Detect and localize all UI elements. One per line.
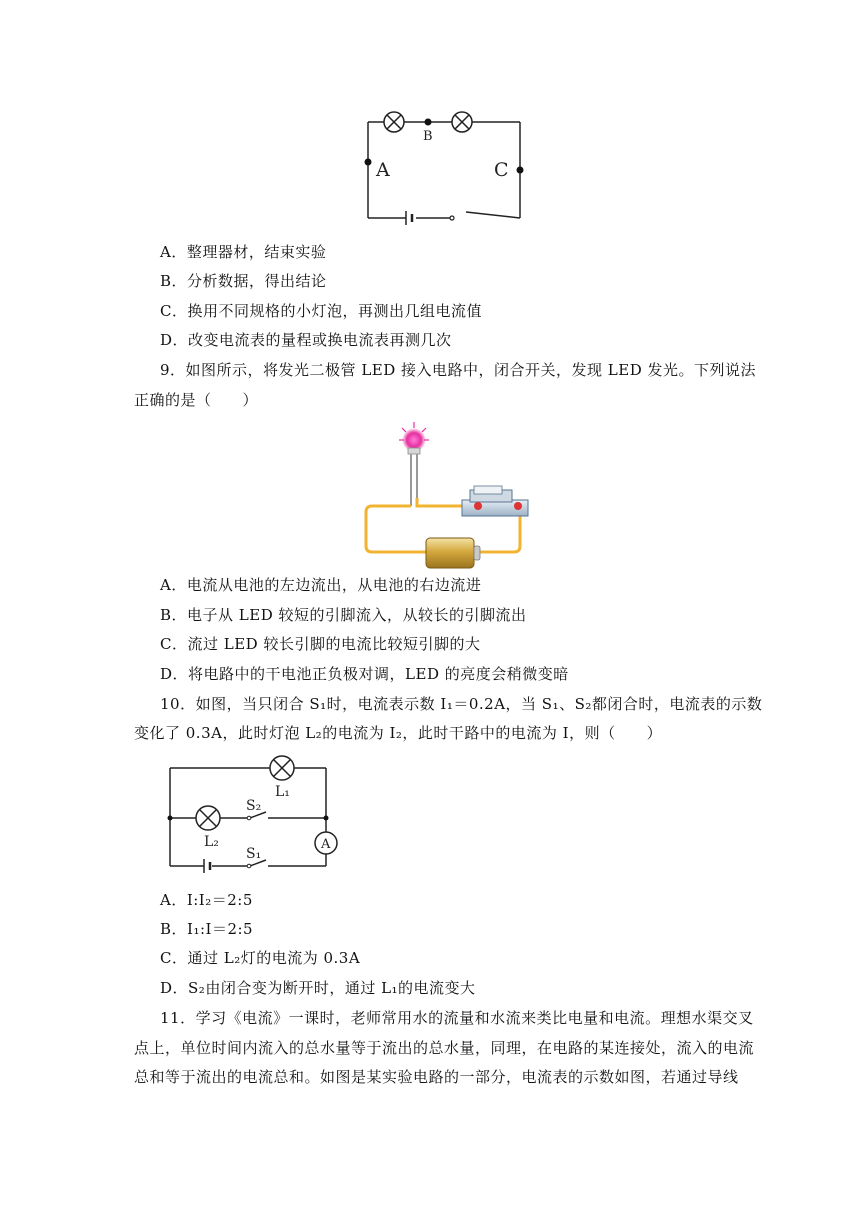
point-c-dot bbox=[517, 167, 524, 174]
switch-icon bbox=[462, 486, 528, 516]
lamp-l2-icon bbox=[196, 806, 220, 830]
series-circuit-figure bbox=[0, 0, 860, 240]
label-l2: L₂ bbox=[204, 834, 219, 850]
q10-option-c: C．通过 L₂灯的电流为 0.3A bbox=[160, 949, 361, 967]
label-s1: S₁ bbox=[246, 846, 262, 862]
q11-stem-line3: 总和等于流出的电流总和。如图是某实验电路的一部分，电流表的示数如图，若通过导线 bbox=[134, 1068, 739, 1086]
q9-option-d: D．将电路中的干电池正负极对调，LED 的亮度会稍微变暗 bbox=[160, 665, 569, 683]
led-circuit-figure bbox=[0, 420, 860, 560]
lamp-icon bbox=[384, 112, 404, 132]
battery-icon bbox=[426, 538, 480, 568]
q8-option-c: C．换用不同规格的小灯泡，再测出几组电流值 bbox=[160, 302, 482, 320]
q8-option-a: A．整理器材，结束实验 bbox=[160, 243, 327, 261]
q9-option-c: C．流过 LED 较长引脚的电流比较短引脚的大 bbox=[160, 635, 481, 653]
label-s2: S₂ bbox=[246, 798, 262, 814]
q10-stem-line2: 变化了 0.3A，此时灯泡 L₂的电流为 I₂，此时干路中的电流为 I，则（ ） bbox=[134, 724, 663, 742]
q9-option-a: A．电流从电池的左边流出，从电池的右边流进 bbox=[160, 576, 482, 594]
label-c: C bbox=[494, 159, 509, 181]
point-b-dot bbox=[425, 119, 432, 126]
q10-stem-line1: 10．如图，当只闭合 S₁时，电流表示数 I₁＝0.2A，当 S₁、S₂都闭合时，电流表的示数 bbox=[160, 695, 763, 713]
q9-stem-line2: 正确的是（ ） bbox=[134, 391, 259, 409]
q11-stem-line1: 11．学习《电流》一课时，老师常用水的流量和水流来类比电量和电流。理想水渠交叉 bbox=[160, 1009, 754, 1027]
label-l1: L₁ bbox=[275, 784, 290, 800]
ammeter-icon bbox=[315, 832, 337, 854]
svg-text:A: A bbox=[321, 837, 331, 852]
q10-option-b: B．I₁:I＝2:5 bbox=[160, 920, 254, 938]
q8-option-d: D．改变电流表的量程或换电流表再测几次 bbox=[160, 331, 452, 349]
lamp-l1-icon bbox=[270, 756, 294, 780]
led-icon bbox=[399, 422, 429, 506]
lamp-icon bbox=[452, 112, 472, 132]
q9-stem-line1: 9．如图所示，将发光二极管 LED 接入电路中，闭合开关，发现 LED 发光。下列说法 bbox=[160, 361, 756, 379]
label-a: A bbox=[376, 159, 390, 181]
q8-option-b: B．分析数据，得出结论 bbox=[160, 272, 327, 290]
q9-option-b: B．电子从 LED 较短的引脚流入，从较长的引脚流出 bbox=[160, 606, 527, 624]
q10-option-d: D．S₂由闭合变为断开时，通过 L₁的电流变大 bbox=[160, 979, 476, 997]
q11-stem-line2: 点上，单位时间内流入的总水量等于流出的总水量，同理，在电路的某连接处，流入的电流 bbox=[134, 1039, 755, 1057]
point-a-dot bbox=[365, 159, 372, 166]
label-b: B bbox=[423, 129, 433, 144]
parallel-circuit-figure bbox=[0, 750, 860, 880]
q10-option-a: A．I:I₂＝2:5 bbox=[160, 891, 253, 909]
